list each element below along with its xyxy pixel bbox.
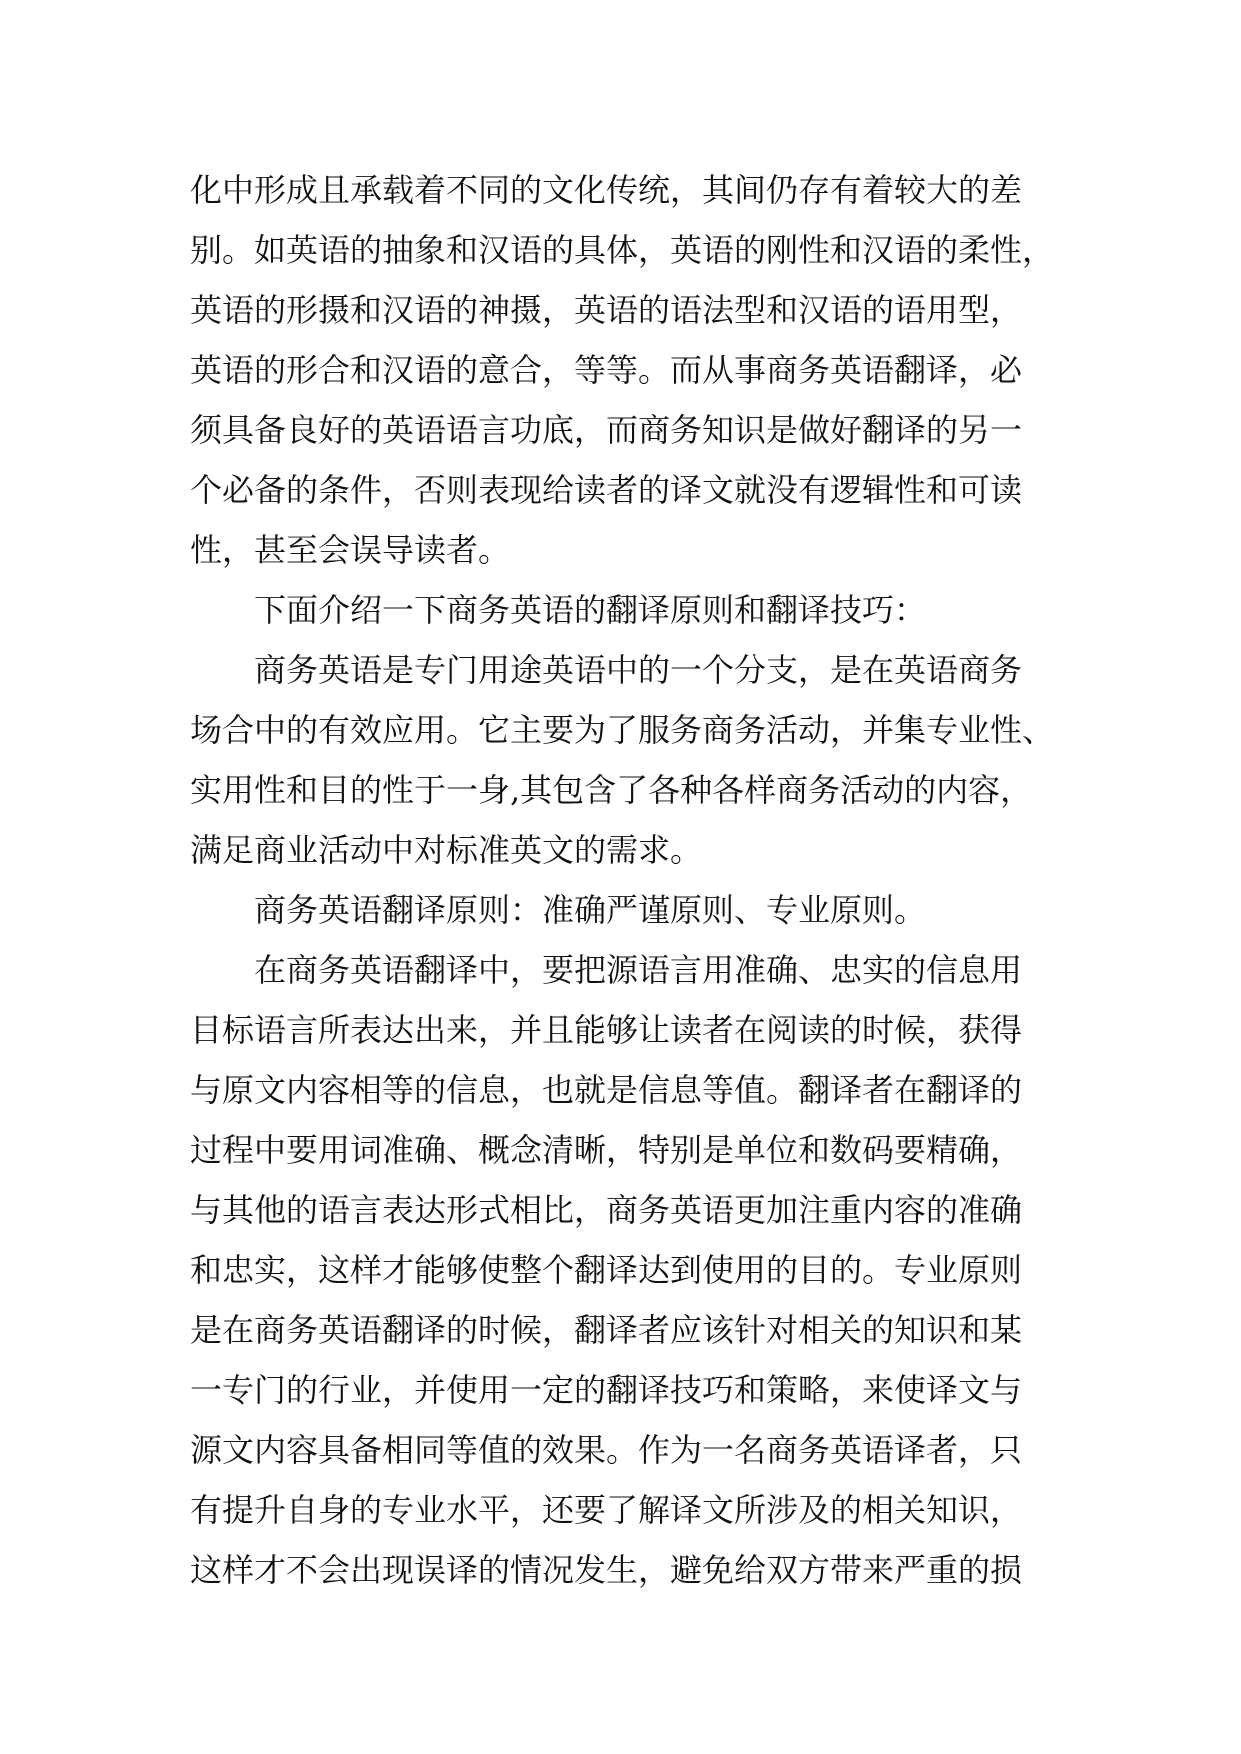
paragraph-start-line: 在商务英语翻译中，要把源语言用准确、忠实的信息用 — [254, 951, 1023, 989]
text-line: 源文内容具备相同等值的效果。作为一名商务英语译者，只 — [190, 1431, 1023, 1469]
text-line: 英语的形合和汉语的意合，等等。而从事商务英语翻译，必 — [190, 351, 1023, 389]
text-line: 和忠实，这样才能够使整个翻译达到使用的目的。专业原则 — [190, 1251, 1023, 1289]
text-line: 性，甚至会误导读者。 — [190, 531, 511, 569]
text-line: 过程中要用词准确、概念清晰，特别是单位和数码要精确， — [190, 1131, 1023, 1169]
paragraph-start-line: 商务英语翻译原则：准确严谨原则、专业原则。 — [254, 891, 927, 929]
text-line: 场合中的有效应用。它主要为了服务商务活动，并集专业性、 — [190, 711, 1055, 749]
text-line: 须具备良好的英语语言功底，而商务知识是做好翻译的另一 — [190, 411, 1023, 449]
paragraph-start-line: 商务英语是专门用途英语中的一个分支，是在英语商务 — [254, 651, 1023, 689]
text-line: 是在商务英语翻译的时候，翻译者应该针对相关的知识和某 — [190, 1311, 1023, 1349]
text-line: 这样才不会出现误译的情况发生，避免给双方带来严重的损 — [190, 1551, 1023, 1589]
text-line: 个必备的条件，否则表现给读者的译文就没有逻辑性和可读 — [190, 471, 1023, 509]
text-line: 化中形成且承载着不同的文化传统，其间仍存有着较大的差 — [190, 171, 1023, 209]
text-line: 与其他的语言表达形式相比，商务英语更加注重内容的准确 — [190, 1191, 1023, 1229]
body-text — [190, 160, 1060, 1600]
text-line: 英语的形摄和汉语的神摄，英语的语法型和汉语的语用型， — [190, 291, 1023, 329]
text-line: 目标语言所表达出来，并且能够让读者在阅读的时候，获得 — [190, 1011, 1023, 1049]
text-line: 一专门的行业，并使用一定的翻译技巧和策略，来使译文与 — [190, 1371, 1023, 1409]
text-line: 实用性和目的性于一身,其包含了各种各样商务活动的内容， — [190, 771, 1033, 809]
text-line: 与原文内容相等的信息，也就是信息等值。翻译者在翻译的 — [190, 1071, 1023, 1109]
paragraph-start-line: 下面介绍一下商务英语的翻译原则和翻译技巧： — [254, 591, 927, 629]
text-line: 满足商业活动中对标准英文的需求。 — [190, 831, 703, 869]
text-line: 别。如英语的抽象和汉语的具体，英语的刚性和汉语的柔性， — [190, 231, 1055, 269]
text-line: 有提升自身的专业水平，还要了解译文所涉及的相关知识， — [190, 1491, 1023, 1529]
